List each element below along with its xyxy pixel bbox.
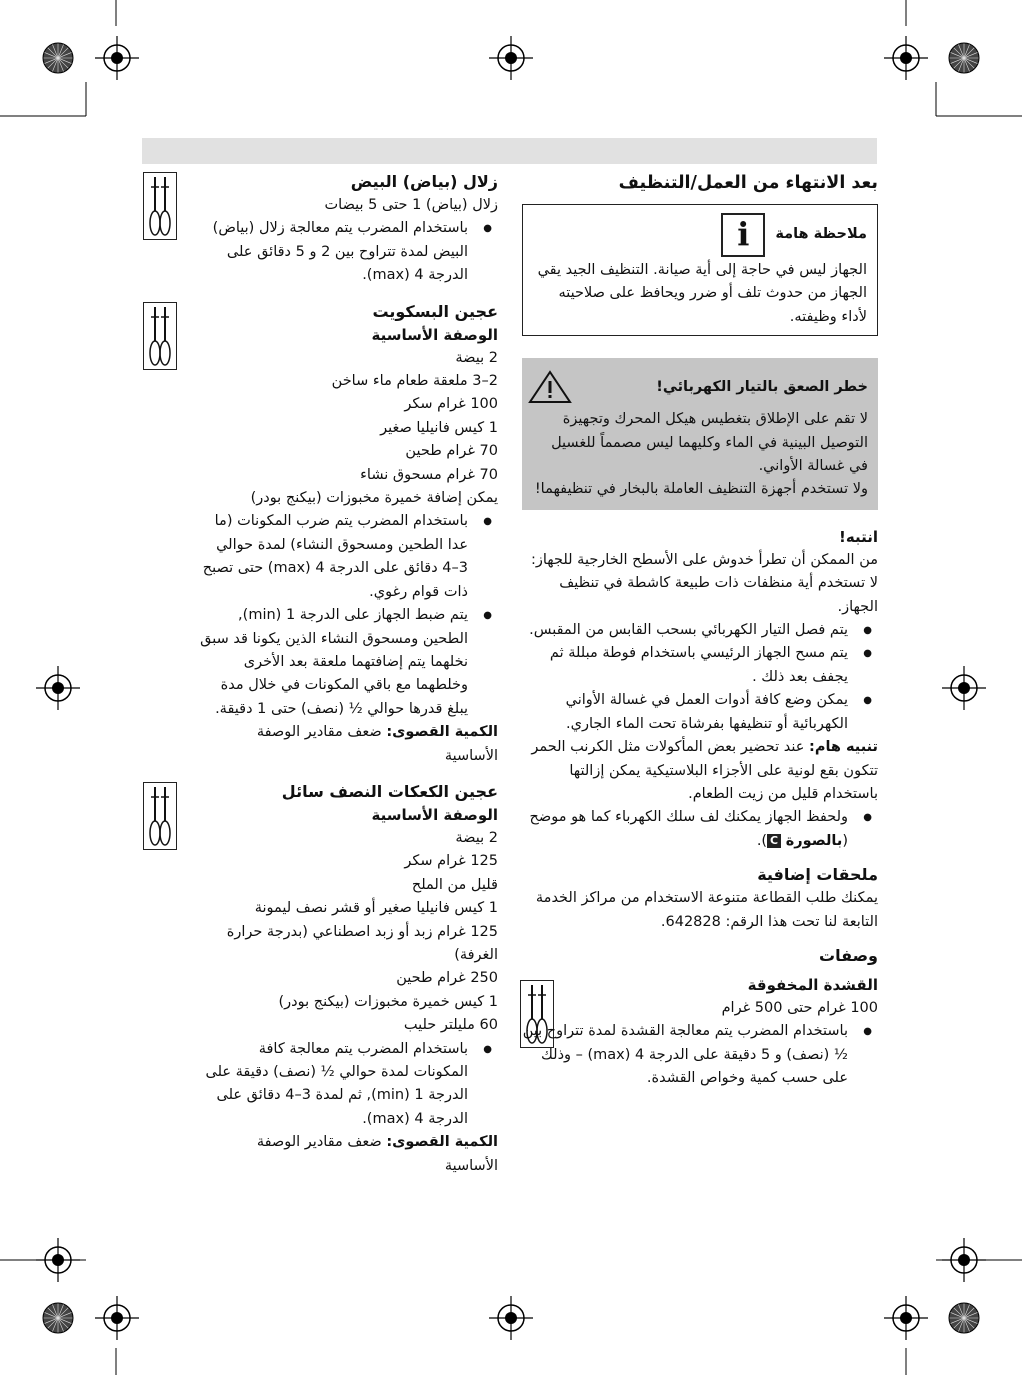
list-item: ● باستخدام المضرب يتم معالجة زلال (بياض) البيض لمدة تتراوح بين 2 و 5 دقائق على الدرجة 4 (max). — [200, 217, 498, 287]
cream-quantity: 100 غرام حتى 500 غرام — [721, 999, 878, 1016]
note-text: الجهاز ليس في حاجة إلى أية صيانة. التنظيف الجيد يقي الجهاز من حدوث تلف أو ضرر ويحافظ على صلاحيته لأداء وظيفته. — [537, 262, 867, 325]
important-note-box — [522, 204, 878, 336]
registration-target-icon — [489, 1296, 533, 1340]
max-label: الكمية القصوى: — [386, 724, 498, 741]
egg-whites-title: زلال (بياض) البيض — [350, 172, 498, 191]
registration-target-icon — [95, 1296, 139, 1340]
whisk-attachment-icon — [143, 302, 177, 370]
info-icon: i — [721, 213, 765, 257]
cleaning-list — [522, 619, 878, 736]
egg-whites-quantity: زلال (بياض) 1 حتى 5 بيضات — [324, 197, 498, 213]
cream-title: القشدة المخفوقة — [747, 975, 878, 994]
ingredient: 2–3 ملعقة طعام ماء ساخن — [331, 373, 498, 390]
warning-line-1: لا تقم على الإطلاق بتغطيس هيكل المحرك وتجهيزة التوصيل البينية في الماء وكليهما ليس مصمماً للغسيل في غسالة الأواني. — [551, 411, 868, 475]
ingredient: 250 غرام طحين — [396, 970, 498, 987]
storage-list — [522, 806, 878, 853]
max-text: ضعف مقادير الوصفة الأساسية — [256, 1134, 498, 1174]
ingredient: 2 بيضة — [455, 829, 498, 846]
ingredient: 125 غرام سكر — [404, 853, 498, 870]
registration-target-icon — [36, 666, 80, 710]
tip-label: تنبيه هام: — [809, 739, 878, 756]
figure-label: بالصورة — [785, 832, 843, 849]
ingredient: قليل من الملح — [411, 876, 498, 893]
warning-heading: خطر الصعق بالتيار الكهربائي! — [656, 378, 868, 395]
registration-star-icon — [43, 43, 73, 73]
warning-box — [522, 358, 878, 510]
list-item: ● يتم مسح الجهاز الرئيسي باستخدام فوطة مبللة ثم يجفف بعد ذلك . — [522, 642, 878, 689]
cream-list — [522, 1020, 878, 1090]
registration-target-icon — [884, 1296, 928, 1340]
list-item: ● يمكن وضع كافة أدوات العمل في غسالة الأواني الكهربائية أو تنظيفها بفرشاة تحت الماء الجاري. — [522, 689, 878, 736]
warning-line-2: ولا تستخدم أجهزة التنظيف العاملة بالبخار في تنظيفهما! — [534, 481, 868, 498]
max-label: الكمية القصوى: — [386, 1134, 498, 1151]
sponge-title: عجين البسكويت — [372, 301, 498, 321]
note-heading: ملاحظة هامة — [775, 226, 867, 243]
registration-target-icon — [884, 36, 928, 80]
accessories-title: ملحقات إضافية — [757, 865, 878, 885]
ingredient: 2 بيضة — [455, 349, 498, 366]
cake-title: عجين الكعكات النصف سائل — [281, 781, 498, 801]
left-column — [200, 170, 498, 1190]
ingredient: 60 مليلتر حليب — [403, 1017, 498, 1034]
cake-list — [200, 1038, 498, 1132]
warning-triangle-icon — [528, 370, 572, 404]
registration-star-icon — [949, 43, 979, 73]
ingredient: 70 غرام طحين — [405, 443, 498, 460]
sponge-recipe — [200, 300, 498, 768]
cake-recipe — [200, 780, 498, 1178]
figure-letter: C — [767, 834, 781, 848]
cleaning-title: بعد الانتهاء من العمل/التنظيف — [618, 173, 878, 193]
caution-text: من الممكن أن تطرأ خدوش على الأسطح الخارجية للجهاز: لا تستخدم أية منظفات ذات طبيعة كاشطة في تنظيف الجهاز. — [531, 551, 878, 615]
list-item: ● باستخدام المضرب يتم ضرب المكونات (ما عدا الطحين ومسحوق النشاء) لمدة حوالي 3–4 دقائق على الدرجة 4 (max) حتى تصبح ذات قوام رغوي. — [200, 510, 498, 604]
caution-heading: انتبه! — [839, 527, 878, 546]
cream-recipe — [522, 974, 878, 1091]
sponge-list — [200, 510, 498, 721]
registration-target-icon — [95, 36, 139, 80]
accessories-text: يمكنك طلب القطاعة متنوعة الاستخدام من مراكز الخدمة التابعة لنا تحت هذا الرقم: 642828. — [535, 890, 878, 930]
recipes-title: وصفات — [818, 945, 878, 965]
registration-star-icon — [949, 1303, 979, 1333]
max-text: ضعف مقادير الوصفة الأساسية — [256, 724, 498, 764]
tip-paragraph — [522, 736, 878, 806]
tip-text: عند تحضير بعض المأكولات مثل الكرنب الحمر تتكون بقع لونية على الأجزاء البلاستيكية يمكن إزالتها باستخدام قليل من زيت الطعام. — [531, 739, 878, 802]
registration-target-icon — [489, 36, 533, 80]
registration-star-icon — [43, 1303, 73, 1333]
header-bar — [142, 138, 877, 164]
right-column — [522, 170, 878, 1103]
ingredient: 1 كيس فانيليا صغير — [380, 419, 498, 436]
ingredient: 1 كيس خميرة مخبوزات (بيكنج بودر) — [278, 993, 498, 1010]
egg-whites-recipe — [200, 170, 498, 288]
ingredient: 100 غرام سكر — [404, 396, 498, 413]
cable-storage-text: ولحفظ الجهاز يمكنك لف سلك الكهرباء كما هو موضح — [529, 809, 848, 826]
list-item: ● يتم فصل التيار الكهربائي بسحب القابس من المقبس. — [522, 619, 878, 642]
ingredient: 70 غرام مسحوق نشاء — [360, 466, 498, 483]
registration-target-icon — [942, 666, 986, 710]
whisk-attachment-icon — [143, 172, 177, 240]
list-item: ● باستخدام المضرب يتم معالجة القشدة لمدة تتراوح بين ½ (نصف) و 5 دقيقة على الدرجة 4 (max) – وذلك على حسب كمية وخواص القشدة. — [522, 1020, 878, 1090]
ingredient: يمكن إضافة خميرة مخبوزات (بيكنج بودر) — [250, 490, 498, 507]
cake-max-quantity — [200, 1131, 498, 1178]
list-item: ● يتم ضبط الجهاز على الدرجة 1 (min), الطحين ومسحوق النشاء الذين يكونا قد سبق نخلهما يتم إضافتهما ملعقة بعد الأخرى وخلطهما مع باقي المكونات في خلال مدة يبلغ قدرها حوالي ½ (نصف) حتى 1 دقيقة. — [200, 604, 498, 721]
list-item: ● باستخدام المضرب يتم معالجة كافة المكونات لمدة حوالي ½ (نصف) دقيقة على الدرجة 1 (min), ثم لمدة 3–4 دقائق على الدرجة 4 (max). — [200, 1038, 498, 1132]
cake-subtitle: الوصفة الأساسية — [371, 805, 498, 824]
list-item: ● ولحفظ الجهاز يمكنك لف سلك الكهرباء كما هو موضح (بالصورة C). — [522, 806, 878, 853]
egg-whites-list — [200, 217, 498, 287]
ingredient: 125 غرام زبد أو زبد اصطناعي (بدرجة حرارة الغرفة) — [226, 923, 498, 963]
sponge-subtitle: الوصفة الأساسية — [371, 325, 498, 344]
sponge-max-quantity — [200, 721, 498, 768]
whisk-attachment-icon — [143, 782, 177, 850]
ingredient: 1 كيس فانيليا صغير أو قشر نصف ليمونة — [254, 900, 498, 917]
